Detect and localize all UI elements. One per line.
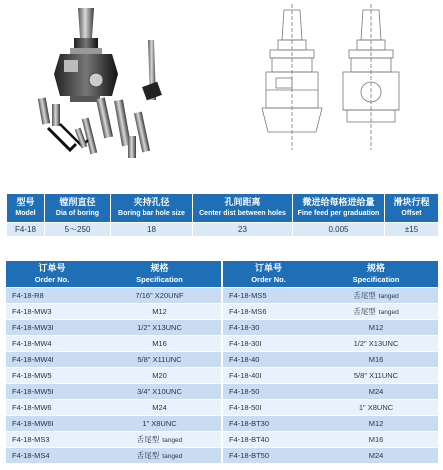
- spec-cell-offset: ±15: [385, 223, 439, 237]
- header-en: Specification: [136, 275, 183, 284]
- order-no-cell: [6, 432, 98, 448]
- header-en: Order No.: [251, 275, 286, 284]
- spec-header-model: [7, 194, 45, 223]
- spec-cell: [98, 448, 222, 464]
- order-table-body: [6, 288, 438, 464]
- order-no-cell-text: F4-18-BT30: [229, 419, 270, 428]
- order-no-cell: [222, 400, 314, 416]
- header-cn: 镗削直径: [59, 197, 96, 207]
- spec-cell: [98, 400, 222, 416]
- header-cn: 滑块行程: [393, 197, 430, 207]
- spec-cell: [314, 384, 438, 400]
- spec-cell-text: M16: [368, 355, 384, 364]
- spec-cell: [314, 352, 438, 368]
- header-cn: 规格: [366, 263, 385, 273]
- table-row: [6, 400, 438, 416]
- spec-table-header: [7, 194, 439, 223]
- header-cn: 规格: [150, 263, 169, 273]
- spec-cell-text: 3/4" X10UNC: [137, 387, 182, 396]
- spec-table: [6, 193, 439, 237]
- header-cn: 订单号: [254, 263, 282, 273]
- order-no-cell-text: F4-18-MW5: [12, 371, 52, 380]
- spec-cell-text: 1" X8UNC: [358, 403, 394, 412]
- spec-cell: [314, 432, 438, 448]
- order-table: [6, 260, 438, 463]
- spec-cell: [98, 432, 222, 448]
- spec-cell: [98, 288, 222, 304]
- header-cn: 型号: [16, 197, 35, 207]
- order-no-cell: [222, 320, 314, 336]
- table-row: [6, 432, 438, 448]
- tanged-label: tanged: [162, 437, 183, 444]
- order-header-spec-right: [314, 261, 438, 288]
- table-row: [6, 352, 438, 368]
- spec-cell: [314, 304, 438, 320]
- spec-cell-text: 舌尾型: [136, 451, 160, 460]
- order-no-cell: [6, 288, 98, 304]
- order-no-cell: [6, 304, 98, 320]
- spec-cell-text: 5/8" X11UNC: [137, 355, 182, 364]
- tanged-label: tanged: [162, 453, 183, 460]
- order-no-cell: [222, 288, 314, 304]
- technical-drawing-side: [343, 4, 399, 150]
- spec-cell: [98, 320, 222, 336]
- order-no-cell-text: F4-18-MS6: [229, 307, 267, 316]
- order-no-cell-text: F4-18-MS4: [12, 451, 50, 460]
- spec-cell-text: M24: [152, 403, 167, 412]
- header-en: Fine feed per graduation: [297, 210, 380, 217]
- order-no-cell: [222, 352, 314, 368]
- order-no-cell-text: F4-18-R8: [12, 291, 44, 300]
- order-no-cell-text: F4-18-MW4I: [12, 355, 54, 364]
- spec-cell-hole-size: 18: [111, 223, 193, 237]
- order-no-cell: [6, 320, 98, 336]
- spec-header-center-dist: [193, 194, 293, 223]
- spec-cell-text: 舌尾型: [136, 435, 160, 444]
- spec-cell-text: 7/16" X20UNF: [135, 291, 184, 300]
- order-no-cell-text: F4-18-MW5I: [12, 387, 54, 396]
- table-row: [6, 336, 438, 352]
- spec-cell-text: 1" X8UNC: [142, 419, 177, 428]
- spec-cell-text: M16: [152, 339, 167, 348]
- spec-header-fine-feed: [293, 194, 385, 223]
- order-no-cell-text: F4-18-30: [229, 323, 260, 332]
- spec-cell-text: M12: [368, 323, 384, 332]
- spec-cell-text: 1/2" X13UNC: [137, 323, 182, 332]
- table-row: [6, 304, 438, 320]
- table-row: [6, 384, 438, 400]
- spec-cell-text: 5/8" X11UNC: [353, 371, 399, 380]
- boring-head-photo: [38, 8, 162, 158]
- header-cn: 微进给每格进给量: [302, 197, 375, 207]
- table-row: [6, 368, 438, 384]
- order-no-cell-text: F4-18-40I: [229, 371, 262, 380]
- table-row: [6, 288, 438, 304]
- order-header-order-no-left: [6, 261, 98, 288]
- order-no-cell-text: F4-18-40: [229, 355, 260, 364]
- order-no-cell: [222, 416, 314, 432]
- order-no-cell: [222, 432, 314, 448]
- order-no-cell: [6, 384, 98, 400]
- order-no-cell: [222, 304, 314, 320]
- spec-cell: [314, 368, 438, 384]
- order-no-cell-text: F4-18-MW3: [12, 307, 52, 316]
- spec-cell-text: M12: [368, 419, 384, 428]
- order-no-cell-text: F4-18-MS3: [12, 435, 50, 444]
- spec-cell-text: 1/2" X13UNC: [353, 339, 399, 348]
- order-table-header: [6, 261, 438, 288]
- table-row: [6, 448, 438, 464]
- table-row: [6, 416, 438, 432]
- order-no-cell: [6, 368, 98, 384]
- order-no-cell-text: F4-18-BT50: [229, 451, 270, 460]
- product-illustrations: [0, 0, 443, 178]
- spec-cell-text: M24: [368, 451, 384, 460]
- spec-cell-model: F4-18: [7, 223, 45, 237]
- spec-cell-text: 舌尾型: [353, 291, 376, 300]
- spec-cell: [98, 384, 222, 400]
- spec-cell-text: M24: [368, 387, 384, 396]
- order-no-cell: [222, 336, 314, 352]
- header-en: Model: [15, 210, 36, 217]
- order-no-cell-text: F4-18-MW3I: [12, 323, 54, 332]
- order-no-cell: [222, 368, 314, 384]
- spec-header-hole-size: [111, 194, 193, 223]
- header-cn: 订单号: [38, 263, 66, 273]
- order-no-cell-text: F4-18-50I: [229, 403, 262, 412]
- order-no-cell-text: F4-18-BT40: [229, 435, 270, 444]
- table-row: [6, 320, 438, 336]
- header-en: Center dist between holes: [199, 210, 286, 217]
- header-en: Boring bar hole size: [118, 210, 185, 217]
- illustration-area: [0, 0, 443, 178]
- order-no-cell: [222, 448, 314, 464]
- header-en: Specification: [352, 275, 400, 284]
- order-no-cell: [6, 416, 98, 432]
- order-no-cell: [6, 448, 98, 464]
- spec-cell-fine-feed: 0.005: [293, 223, 385, 237]
- spec-cell: [98, 352, 222, 368]
- spec-cell-center-dist: 23: [193, 223, 293, 237]
- spec-cell: [314, 400, 438, 416]
- order-no-cell-text: F4-18-MW6: [12, 403, 52, 412]
- spec-header-offset: [385, 194, 439, 223]
- order-no-cell-text: F4-18-MS5: [229, 291, 267, 300]
- spec-cell: [98, 304, 222, 320]
- spec-header-boring-dia: [45, 194, 111, 223]
- spec-cell: [98, 368, 222, 384]
- order-no-cell-text: F4-18-MW4: [12, 339, 52, 348]
- spec-cell: [314, 448, 438, 464]
- spec-cell-text: M16: [368, 435, 384, 444]
- spec-cell: [98, 336, 222, 352]
- spec-cell-text: M20: [152, 371, 167, 380]
- header-en: Dia of boring: [55, 210, 100, 217]
- tanged-label: tanged: [378, 293, 399, 300]
- order-no-cell-text: F4-18-50: [229, 387, 260, 396]
- tanged-label: tanged: [378, 309, 399, 316]
- order-no-cell: [6, 352, 98, 368]
- order-no-cell-text: F4-18-MW6I: [12, 419, 54, 428]
- order-no-cell: [6, 336, 98, 352]
- spec-cell: [314, 336, 438, 352]
- order-header-spec-left: [98, 261, 222, 288]
- header-cn: 夹持孔径: [133, 197, 170, 207]
- order-no-cell: [6, 400, 98, 416]
- order-no-cell-text: F4-18-30I: [229, 339, 262, 348]
- spec-cell: [98, 416, 222, 432]
- spec-cell: [314, 288, 438, 304]
- header-en: Offset: [401, 210, 422, 217]
- order-header-order-no-right: [222, 261, 314, 288]
- spec-cell-text: M12: [152, 307, 167, 316]
- header-en: Order No.: [34, 275, 70, 284]
- spec-cell-boring-dia: 5～250: [45, 223, 111, 237]
- spec-cell: [314, 320, 438, 336]
- spec-cell-text: 舌尾型: [353, 307, 376, 316]
- spec-cell: [314, 416, 438, 432]
- order-no-cell: [222, 384, 314, 400]
- header-cn: 孔间距离: [224, 197, 261, 207]
- technical-drawing-front: [262, 4, 322, 150]
- spec-table-row: [7, 223, 439, 237]
